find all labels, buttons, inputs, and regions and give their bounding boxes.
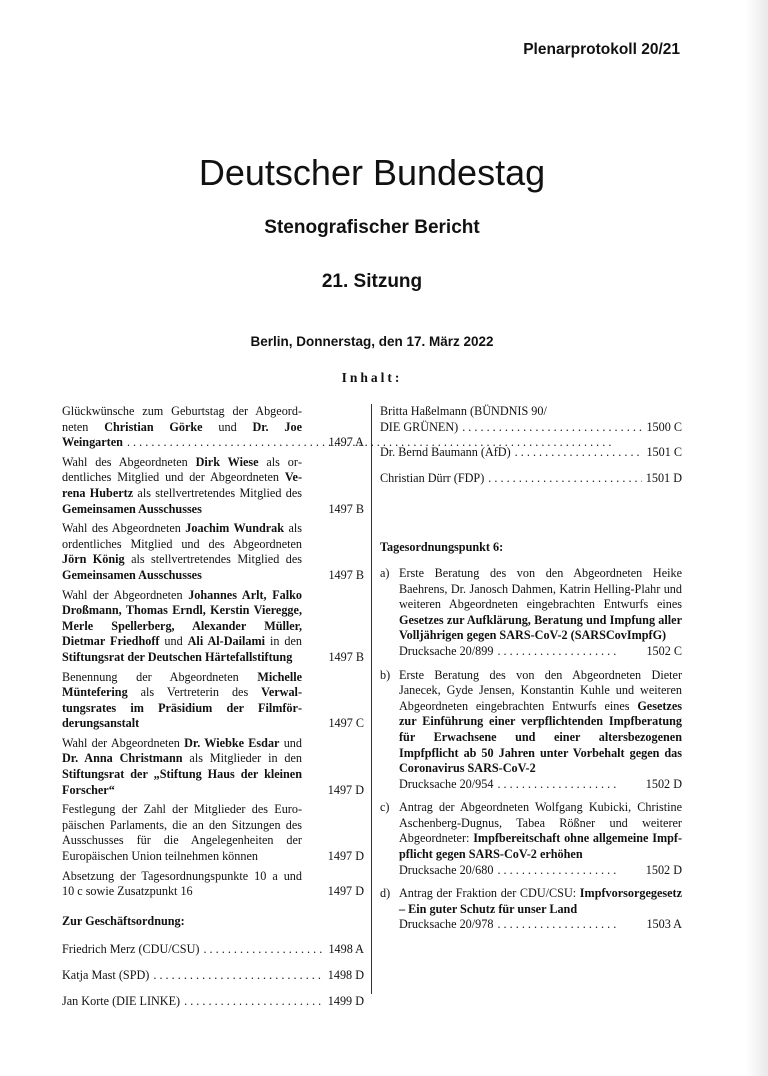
item-text: Antrag der Fraktion der CDU/CSU: Impfvorsorgegesetz – Ein guter Schutz für unser Land	[399, 886, 682, 916]
toc-entry	[62, 670, 364, 732]
toc-page-ref: 1502 D	[645, 862, 682, 877]
toc-page-ref: 1497 A	[328, 435, 364, 450]
toc-right-column	[380, 404, 682, 933]
toc-entry	[62, 736, 364, 798]
toc-page-ref: 1497 C	[328, 716, 364, 731]
toc-page-ref: 1502 D	[645, 776, 682, 791]
toc-page-ref: 1497 B	[328, 567, 364, 582]
page-title: Deutscher Bundestag	[198, 152, 546, 193]
toc-entry-text: Benennung der Abgeordneten Michelle Müntefering als Vertreterin des Verwaltungsrates im Präsidium der Filmförderungsanstalt	[62, 669, 302, 731]
toc-entry	[62, 404, 364, 451]
speaker-name: Jan Korte (DIE LINKE)	[62, 993, 181, 1008]
speaker-name: Katja Mast (SPD)	[62, 968, 150, 982]
toc-speaker-entry	[380, 404, 682, 435]
item-label: a)	[380, 565, 390, 580]
item-text: Antrag der Abgeordneten Wolfgang Kubicki, Christine Aschenberg-Dugnus, Tabea Rößner und weiterer Abgeordneter: Impfbereitschaft ohne allgemeine Impfpflicht gegen SARS-CoV-2 erhöhen	[399, 800, 683, 862]
page-edge-shadow	[746, 0, 768, 1076]
agenda-item-c	[380, 800, 682, 878]
toc-left-column	[62, 404, 364, 1009]
toc-page-ref: 1503 A	[646, 917, 682, 932]
agenda-item-b	[380, 668, 682, 793]
speaker-name: Christian Dürr (FDP)	[380, 470, 485, 485]
toc-speaker-entry	[380, 471, 682, 487]
toc-speaker-entry	[62, 968, 364, 984]
toc-page-ref: 1498 A	[328, 942, 364, 957]
toc-page-ref: 1502 C	[646, 643, 682, 658]
toc-entry	[62, 588, 364, 666]
toc-page-ref: 1499 D	[327, 993, 364, 1008]
section-heading: Tagesordnungspunkt 6:	[380, 540, 504, 555]
toc-entry	[62, 455, 364, 517]
toc-entry-text: Wahl der Abgeordneten Dr. Wiebke Esdar und Dr. Anna Christmann als Mitglieder in den Stiftungsrat der „Stiftung Haus der kleinen Forscher“	[62, 735, 302, 797]
toc-entry-text: Glückwünsche zum Geburtstag der Abgeordneten Christian Görke und Dr. Joe Weingarten . . .	[62, 404, 364, 451]
dateline: Berlin, Donnerstag, den 17. März 2022	[250, 334, 494, 349]
speaker-name: Friedrich Merz (CDU/CSU)	[62, 942, 200, 957]
toc-speaker-entry	[380, 445, 682, 461]
toc-entry	[62, 521, 364, 583]
agenda-item-a	[380, 566, 682, 660]
toc-page-ref: 1497 D	[327, 782, 364, 797]
page-subtitle: Stenografischer Bericht	[264, 217, 480, 238]
toc-page-ref: 1497 D	[327, 884, 364, 899]
toc-entry-text: Festlegung der Zahl der Mitglieder des Europäischen Parlaments, die an den Sitzungen des Ausschusses für die Angelegenheiten der Europäischen Union teilnehmen können	[62, 802, 302, 864]
drucksache: Drucksache 20/954	[399, 776, 494, 791]
speaker-name-line1: Britta Haßelmann (BÜNDNIS 90/	[380, 404, 547, 418]
column-divider	[371, 404, 372, 994]
toc-speaker-entry	[62, 994, 364, 1010]
item-label: b)	[380, 667, 391, 682]
toc-page-ref: 1501 D	[645, 470, 682, 485]
toc-page-ref: 1501 C	[646, 445, 682, 460]
drucksache: Drucksache 20/680	[399, 862, 494, 877]
toc-page-ref: 1497 B	[328, 649, 364, 664]
toc-speaker-entry	[62, 942, 364, 958]
item-text: Erste Beratung des von den Abgeordneten Dieter Janecek, Gyde Jensen, Konstantin Kuhle und weiteren Abgeordneten eingebrachten Entwurfs eines Gesetzes zur Einführung einer verpflichtenden Impfberatung für Erwachsene und einer altersbezogenen Impfpflicht ab 50 Jahren unter Vorbehalt gegen das Coronavirus SARS-CoV-2	[399, 667, 682, 776]
item-text: Erste Beratung des von den Abgeordneten Heike Baehrens, Dr. Janosch Dahmen, Katrin Helling-Plahr und weiteren Abgeordneten eingebrachten Entwurfs eines Gesetzes zur Aufklärung, Beratung und Impfung aller Volljährigen gegen SARS-CoV-2 (SARSCovImpfG)	[399, 565, 682, 643]
toc-entry	[62, 869, 364, 900]
agenda-item-d	[380, 886, 682, 933]
item-label: c)	[380, 800, 390, 815]
toc-page-ref: 1498 D	[327, 968, 364, 982]
contents-heading: Inhalt:	[341, 370, 403, 385]
toc-entry-text: Wahl des Abgeordneten Joachim Wundrak als ordentliches Mitglied und des Abgeordneten Jörn König als stellvertretendes Mitglied des Gemeinsamen Ausschusses	[62, 521, 302, 582]
toc-page-ref: 1497 D	[327, 849, 364, 864]
toc-entry	[62, 802, 364, 864]
drucksache: Drucksache 20/899	[399, 643, 494, 658]
section-heading: Zur Geschäftsordnung:	[62, 913, 185, 928]
toc-entry-text: Absetzung der Tagesordnungspunkte 10 a und 10 c sowie Zusatzpunkt 16	[62, 868, 302, 899]
protocol-number: Plenarprotokoll 20/21	[523, 41, 680, 58]
speaker-name-line2: DIE GRÜNEN)	[380, 419, 459, 434]
item-label: d)	[380, 886, 391, 901]
speaker-name: Dr. Bernd Baumann (AfD)	[380, 445, 511, 460]
toc-page-ref: 1497 B	[328, 501, 364, 516]
session-number: 21. Sitzung	[321, 271, 423, 292]
drucksache: Drucksache 20/978	[399, 917, 494, 932]
toc-page-ref: 1500 C	[646, 419, 682, 434]
toc-entry-text: Wahl der Abgeordneten Johannes Arlt, Falko Droßmann, Thomas Erndl, Kerstin Vieregge, Merle Spellerberg, Alexander Müller, Dietmar Friedhoff und Ali Al-Dailami in den Stiftungsrat der Deutschen Härtefallstiftung	[62, 587, 303, 664]
toc-entry-text: Wahl des Abgeordneten Dirk Wiese als ordentliches Mitglied und der Abgeordneten Verena Hubertz als stellvertretendes Mitglied des Gemeinsamen Ausschusses	[62, 454, 302, 516]
